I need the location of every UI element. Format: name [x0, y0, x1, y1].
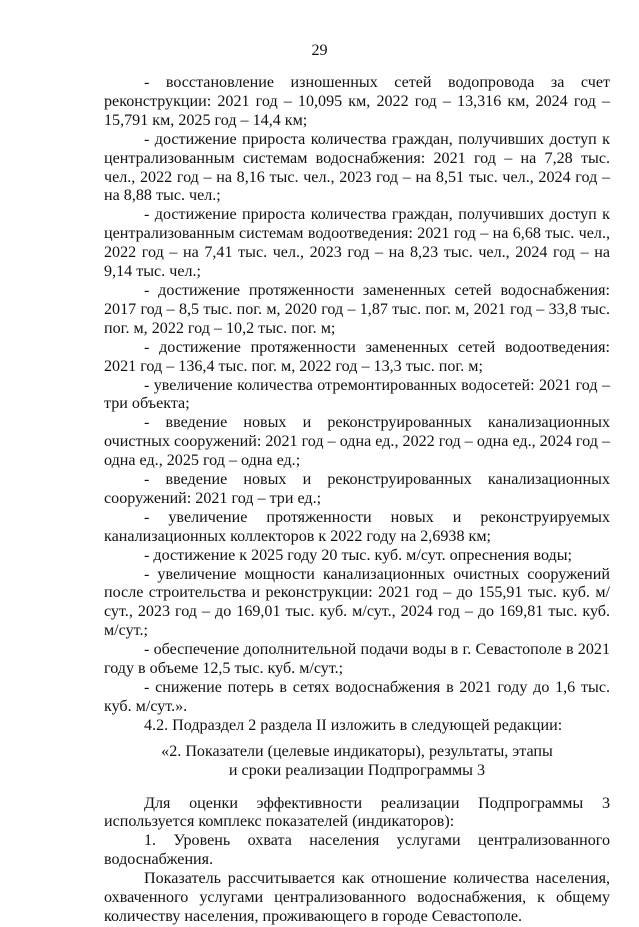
- subsection-heading-line-1: «2. Показатели (целевые индикаторы), результаты, этапы: [161, 742, 553, 760]
- bullet-sewer-facilities: - введение новых и реконструированных канализационных сооружений: 2021 год – три ед.;: [104, 471, 610, 507]
- bullet-sewerage-access: - достижение прироста количества граждан, получивших доступ к централизованным системам водоотведения: 2021 год – на 6,68 тыс. чел., 2022 год – на 7,41 тыс. чел., 2023 год – на 8,23 тыс. чел., 2024 год – на 9,14 тыс. чел.;: [104, 206, 610, 281]
- bullet-water-supply-access: - достижение прироста количества граждан, получивших доступ к централизованным системам водоснабжения: 2021 год – на 7,28 тыс. чел., 2022 год – на 8,16 тыс. чел., 2023 год – на 8,51 тыс. чел., 2024 год – на 8,88 тыс. чел.;: [104, 130, 610, 205]
- document-body: [104, 74, 610, 927]
- bullet-loss-reduction: - снижение потерь в сетях водоснабжения в 2021 году до 1,6 тыс. куб. м/сут.».: [104, 679, 610, 715]
- bullet-treatment-facilities: - введение новых и реконструированных канализационных очистных сооружений: 2021 год – одна ед., 2022 год – одна ед., 2024 год – одна ед., 2025 год – одна ед.;: [104, 414, 610, 470]
- section-instruction: 4.2. Подраздел 2 раздела II изложить в следующей редакции:: [144, 716, 563, 734]
- bullet-treatment-capacity: - увеличение мощности канализационных очистных сооружений после строительства и реконструкции: 2021 год – до 155,91 тыс. куб. м/сут., 2023 год – до 169,01 тыс. куб. м/сут., 2024 год – до 169,81 тыс. куб. м/сут.;: [104, 565, 610, 640]
- indicator-1-title: 1. Уровень охвата населения услугами централизованного водоснабжения.: [104, 832, 610, 869]
- indicator-1-description: Показатель рассчитывается как отношение количества населения, охваченного услугами централизованного водоснабжения, к общему количеству населения, проживающего в городе Севастополе.: [104, 870, 610, 925]
- subsection-heading-line-2: и сроки реализации Подпрограммы 3: [228, 761, 486, 779]
- bullet-water-network-restoration: - восстановление изношенных сетей водопровода за счет реконструкции: 2021 год – 10,095 км, 2022 год – 13,316 км, 2024 год – 15,791 км, 2025 год – 14,4 км;: [104, 74, 610, 129]
- bullet-sewer-network-replacement: - достижение протяженности замененных сетей водоотведения: 2021 год – 136,4 тыс. пог. м, 2022 год – 13,3 тыс. пог. м;: [104, 338, 610, 375]
- bullet-additional-supply: - обеспечение дополнительной подачи воды в г. Севастополе в 2021 году в объеме 12,5 тыс. куб. м/сут.;: [104, 641, 610, 678]
- bullet-repaired-networks: - увеличение количества отремонтированных водосетей: 2021 год – три объекта;: [104, 376, 610, 413]
- bullet-water-network-replacement: - достижение протяженности замененных сетей водоснабжения: 2017 год – 8,5 тыс. пог. м, 2020 год – 1,87 тыс. пог. м, 2021 год – 33,8 тыс. пог. м, 2022 год – 10,2 тыс. пог. м;: [104, 281, 610, 337]
- bullet-desalination: - достижение к 2025 году 20 тыс. куб. м/сут. опреснения воды;: [144, 546, 573, 564]
- page-number: 29: [311, 42, 328, 59]
- indicators-intro: Для оценки эффективности реализации Подпрограммы 3 используется комплекс показателей (индикаторов):: [104, 794, 610, 831]
- bullet-sewer-collectors: - увеличение протяженности новых и реконструируемых канализационных коллекторов к 2022 году на 2,6938 км;: [104, 508, 610, 545]
